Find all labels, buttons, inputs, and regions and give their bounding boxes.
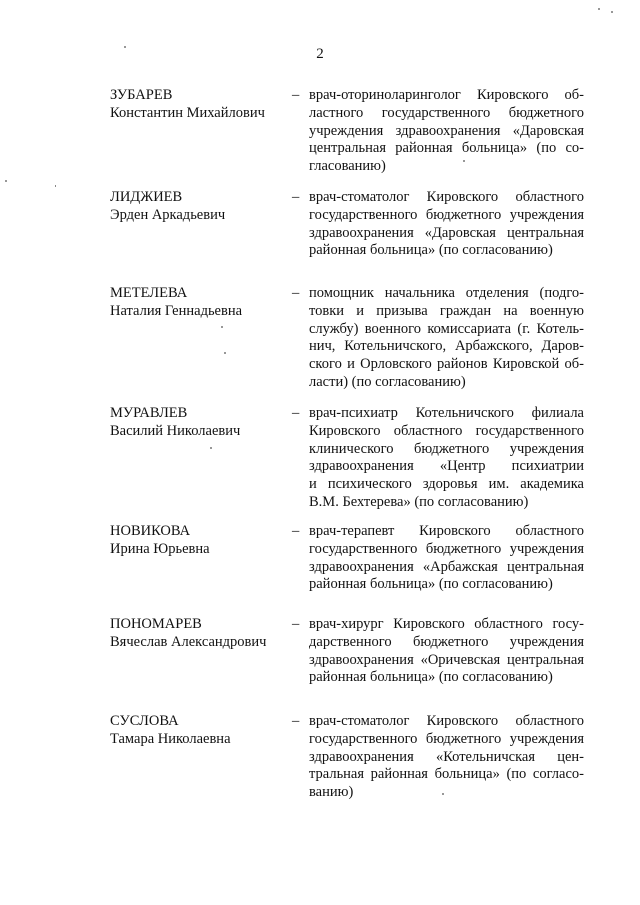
dash-separator: – xyxy=(292,285,300,301)
role-line: гласованию) xyxy=(309,158,386,175)
scan-speck xyxy=(210,447,212,449)
scan-speck xyxy=(124,46,126,48)
member-given-names: Наталия Геннадьевна xyxy=(110,302,243,319)
role-line: службу) военного комиссариата (г. Котель- xyxy=(309,320,584,337)
role-line: Кировского областного государственного xyxy=(309,422,584,439)
member-role xyxy=(309,87,584,176)
role-line: государственного бюджетного учреждения xyxy=(309,540,584,557)
dash-separator: – xyxy=(292,87,300,103)
dash-separator: – xyxy=(292,523,300,539)
member-surname: МЕТЕЛЕВА xyxy=(110,285,188,301)
role-line: здравоохранения «Арбажская центральная xyxy=(309,558,584,575)
member-surname: ЛИДЖИЕВ xyxy=(110,189,183,205)
role-line: здравоохранения «Даровская центральная xyxy=(309,224,584,241)
member-given-names: Ирина Юрьевна xyxy=(110,540,210,557)
scan-speck xyxy=(442,793,444,795)
role-line: здравоохранения «Центр психиатрии xyxy=(309,458,584,475)
role-line: врач-стоматолог Кировского областного xyxy=(309,189,584,205)
member-role xyxy=(309,713,584,802)
scan-speck xyxy=(5,180,7,182)
role-line: нич, Котельничского, Арбажского, Даров- xyxy=(309,338,584,355)
member-given-names: Василий Николаевич xyxy=(110,422,241,439)
member-surname: ЗУБАРЕВ xyxy=(110,87,173,103)
role-line: учреждения здравоохранения «Даровская xyxy=(309,122,584,139)
scan-speck xyxy=(224,352,226,354)
role-line: врач-стоматолог Кировского областного xyxy=(309,713,584,729)
member-role xyxy=(309,405,584,512)
member-name xyxy=(110,616,285,652)
role-line: центральная районная больница» (по со- xyxy=(309,140,584,157)
role-line: государственного бюджетного учреждения xyxy=(309,206,584,223)
role-line: и психического здоровья им. академика xyxy=(309,476,584,493)
role-line: ского и Орловского районов Кировской об- xyxy=(309,356,584,373)
dash-separator: – xyxy=(292,405,300,421)
member-role xyxy=(309,616,584,687)
member-name xyxy=(110,523,285,559)
scan-speck xyxy=(55,185,56,187)
role-line: тральная районная больница» (по согласо- xyxy=(309,766,584,783)
member-name xyxy=(110,405,285,441)
member-name xyxy=(110,713,285,749)
member-given-names: Константин Михайлович xyxy=(110,104,265,121)
member-given-names: Вячеслав Александрович xyxy=(110,633,267,650)
role-line: врач-хирург Кировского областного госу- xyxy=(309,616,584,632)
member-name xyxy=(110,87,285,123)
role-line: помощник начальника отделения (подго- xyxy=(309,285,584,301)
role-line: здравоохранения «Котельничская цен- xyxy=(309,748,584,765)
scan-speck xyxy=(221,326,223,328)
member-role xyxy=(309,523,584,594)
role-line: районная больница» (по согласованию) xyxy=(309,576,553,593)
role-line: В.М. Бехтерева» (по согласованию) xyxy=(309,493,529,510)
role-line: врач-терапевт Кировского областного xyxy=(309,523,584,539)
role-line: товки и призыва граждан на военную xyxy=(309,302,584,319)
role-line: врач-оториноларинголог Кировского об- xyxy=(309,87,584,103)
member-name xyxy=(110,189,285,225)
role-line: ластного государственного бюджетного xyxy=(309,104,584,121)
member-given-names: Тамара Николаевна xyxy=(110,730,231,747)
member-surname: СУСЛОВА xyxy=(110,713,179,729)
role-line: дарственного бюджетного учреждения xyxy=(309,633,584,650)
dash-separator: – xyxy=(292,616,300,632)
role-line: ласти) (по согласованию) xyxy=(309,373,466,390)
dash-separator: – xyxy=(292,189,300,205)
page-number: 2 xyxy=(316,46,324,62)
role-line: государственного бюджетного учреждения xyxy=(309,730,584,747)
dash-separator: – xyxy=(292,713,300,729)
role-line: ванию) xyxy=(309,784,354,801)
member-surname: ПОНОМАРЕВ xyxy=(110,616,202,632)
member-name xyxy=(110,285,285,321)
member-given-names: Эрден Аркадьевич xyxy=(110,206,226,223)
scan-speck xyxy=(611,11,613,13)
role-line: здравоохранения «Оричевская центральная xyxy=(309,651,584,668)
role-line: клинического бюджетного учреждения xyxy=(309,440,584,457)
member-surname: НОВИКОВА xyxy=(110,523,191,539)
member-role xyxy=(309,285,584,392)
scan-speck xyxy=(598,8,600,10)
role-line: районная больница» (по согласованию) xyxy=(309,669,553,686)
role-line: врач-психиатр Котельничского филиала xyxy=(309,405,584,421)
scan-speck xyxy=(463,160,465,162)
member-role xyxy=(309,189,584,260)
role-line: районная больница» (по согласованию) xyxy=(309,242,553,259)
member-surname: МУРАВЛЕВ xyxy=(110,405,188,421)
